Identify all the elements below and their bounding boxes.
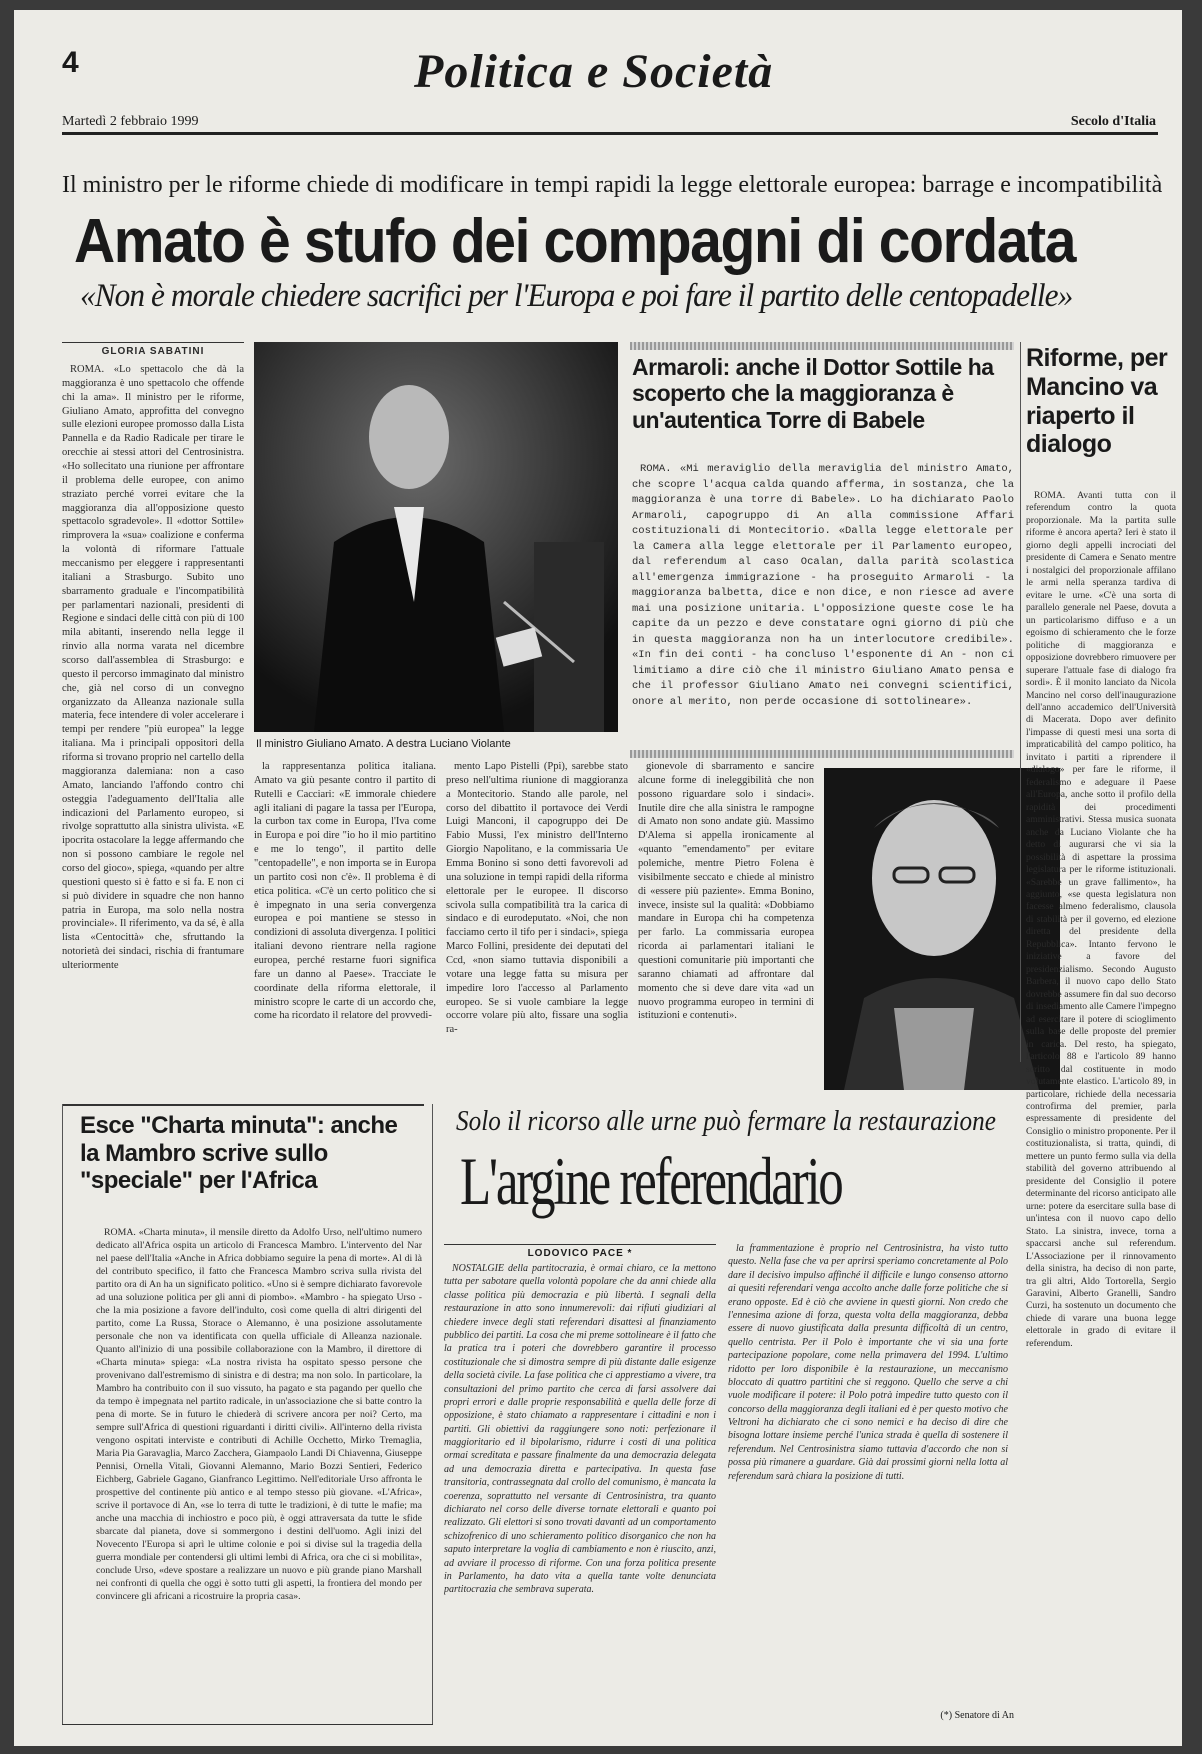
- amato-photo: [254, 342, 618, 732]
- header-rule: [62, 132, 1158, 135]
- armaroli-text: ROMA. «Mi meraviglio della meraviglia del ministro Amato, che scopre l'acqua calda quando afferma, in sostanza, che la maggioranza è una torre di Babele». Lo ha dichiarato Paolo Armaroli, capogruppo di An alla commissione Affari costituzionali di Montecitorio. «Dalla legge elettorale per la Camera alla legge elettorale per il Parlamento europeo, dal referendum al caso Ocalan, dalla parità scolastica all'emergenza immigrazione - ha proseguito Armaroli - la maggioranza balbetta, dice e non dice, e non riesce ad avere mai una posizione unitaria. L'opposizione queste cose le ha capite da un pezzo e deve constatare ogni giorno di più che in questa maggioranza non ha un interlocutore credibile». «In fin dei conti - ha concluso l'esponente di An - non ci limitiamo a dire ciò che il ministro Giuliano Amato pensa e che il professor Giuliano Amato nei convegni scientifici, onore al merito, non perde occasione di sottolineare».: [632, 463, 1014, 708]
- violante-photo-illustration: [824, 768, 1060, 1090]
- lead-column-1: [62, 342, 244, 1072]
- lead-column-4: [638, 760, 814, 1072]
- mambro-bottom-rule: [62, 1724, 433, 1725]
- mambro-title: Esce "Charta minuta": anche la Mambro scrive sullo "speciale" per l'Africa: [80, 1112, 398, 1195]
- referendum-text-2: la frammentazione è proprio nel Centrosinistra, ha visto tutto questo. Nella fase che va per aprirsi speriamo concretamente al Polo dare il decisivo impulso affinché il difficile e lungo consenso attorno ai quesiti referendari venga accolto anche dalle forze politiche che si erano opposte. Ed è ciò che avviene in questi giorni. Non credo che l'ennesima azione di forza, questa volta della maggioranza, debba essere di nuovo giustificata dalla presunta difficoltà di un centro, quello centrista. Per il Polo è importante che vi sia una forte partecipazione popolare, come nella primavera del 1994. L'ultimo ridotto per loro disponibile è la restaurazione, un meccanismo bloccato di quattro partitini che si reggono. Quello che serve a chi vuole modificare il potere: il Polo potrà impedire tutto questo con il concorso della maggioranza degli italiani ed è per questo motivo che Veltroni ha dichiarato che ci sono nemici e ha deciso di dire che bisogna lottare insieme perché l'unica strada è quella di sostenere il referendum. Nel Centrosinistra siamo tuttavia d'accordo che non si possa più rimanere a guardare. Già dai prossimi giorni nella lotta al referendum sarà chiara la posizione di tutti.: [728, 1243, 1008, 1482]
- lead-kicker: Il ministro per le riforme chiede di modificare in tempi rapidi la legge elettorale europea: barrage e incompatibilità: [62, 172, 1163, 198]
- armaroli-body: [632, 462, 1014, 720]
- referendum-byline: LODOVICO PACE *: [444, 1244, 716, 1259]
- referendum-title: L'argine referendario: [460, 1143, 842, 1219]
- mambro-top-rule: [62, 1104, 424, 1106]
- mancino-title: Riforme, per Mancino va riaperto il dialogo: [1026, 344, 1168, 459]
- lead-text-4: gionevole di sbarramento e sancire alcune forme di ineleggibilità che non possono riguardare solo i sindaci». Inutile dire che alla sinistra le rampogne di Amato non sono andate giù. Massimo D'Alema si appella ironicamente al «quanto "emendamento" per evitare polemiche, mentre Pietro Folena è visibilmente seccato e chiede al ministro di «essere più paziente». Emma Bonino, invece, insiste sul la qualità: «Dobbiamo mandare in Europa chi ha competenza per farlo. La commissaria europea ricorda ai parlamentari italiani le questioni comunitarie più importanti che saranno chiamati ad affrontare dal momento che si deve dare vita «ad un nuovo programma europeo in termini di istituzioni e contenuti».: [638, 761, 814, 1022]
- mambro-left-border: [62, 1104, 63, 1724]
- lead-column-2: [254, 760, 436, 1072]
- referendum-column-2: [728, 1242, 1008, 1704]
- issue-date: Martedì 2 febbraio 1999: [62, 114, 199, 129]
- lead-byline: GLORIA SABATINI: [62, 342, 244, 357]
- photo-caption: Il ministro Giuliano Amato. A destra Luciano Violante: [256, 738, 511, 750]
- mambro-text: ROMA. «Charta minuta», il mensile diretto da Adolfo Urso, nell'ultimo numero dedicato all'Africa ospita un articolo di Francesca Mambro. L'intervento del Nar nel paese dell'Italia «Anche in Africa dobbiamo seguire la pena di morte». Al di là del contributo specifico, il fatto che Francesca Mambro scriva sulla rivista del partito ora di An ha un significato politico. «Uno si è sempre dichiarato favorevole ad una soluzione politica per gli anni di piombo». «Mambro - ha spiegato Urso - che la mia posizione a favore dell'indulto, così come quella di altri dirigenti del partito, come La Russa, Storace o Alemanno, è una posizione assolutamente personale che non va identificata con quella ufficiale di Alleanza nazionale. Quanto all'inizio di una possibile collaborazione con la Mambro, il direttore di «Charta minuta» spiega: «La nostra rivista ha ospitato spesso persone che provenivano dall'estremismo di sinistra e di destra; ma non solo. In particolare, la Mambro ha contribuito con il suo vissuto, ha pagato e sta pagando per quello che da tempo è impegnata nel partito radicale, in un'associazione che si batte contro la pena di morte. Se in futuro le chiederà di scrivere ancora per noi? Certo, ma sempre sull'Africa di questioni riguardanti i diritti civili». All'interno della rivista vengono ospitati interviste e contributi di Achille Occhetto, Mirko Tremaglia, Maria Pia Garavaglia, Marco Zacchera, Giampaolo Landi Di Chiavenna, Giuseppe Pennisi, Ornella Vitali, Giovanni Alemanno, Mario Bozzi Sentieri, Federico Eichberg, Gabriele Gagano, Gianfranco Legittimo. Nell'editoriale Urso affronta le prospettive del continente più antico e al tempo stesso più giovane. «L'Africa», scrive il portavoce di An, «se lo terra di tutte le tradizioni, è di tutte le mafie; ma anche una macchia di inchiostro e poco più, è oggi attraversata da tutte le sfide sbarcate dal pianeta, dove si sommergono i destini dell'uomo. Agli inizi del Novecento l'Europa si aprì le ultime colonie e poi si divise sul la tragedia della guerra mondiale per contendersi gli ultimi lembi di Africa, ora che ci si mobilita», conclude Urso, «deve spostare a realizzare un nuovo e più grande piano Marshall nei confronti di quella che oggi è sotto tutti gli aspetti, la frontiera del mondo per convincere gli africani a ricostruire la propria casa».: [96, 1227, 422, 1603]
- violante-photo: [824, 768, 1060, 1090]
- mambro-body: [96, 1226, 422, 1712]
- newspaper-name: Secolo d'Italia: [1070, 114, 1156, 129]
- lead-text-2: la rappresentanza politica italiana. Amato va giù pesante contro il partito di Rutelli e Cacciari: «E immorale chiedere agli italiani di pagare la tassa per l'Europa, la curbon tax come in Europa, l'Iva come in Europa e poi dire "io ho il mio partitino e me lo tengo", il partito delle "centopadelle", e non importa se in Europa un partito così non c'è». Il problema è di etica politica. «C'è un certo politico che si è impegnato in una seria convergenza europea e poi mantiene se stesso in condizioni di assoluta divergenza. I politici italiani devono rientrare nella ragione europea, perché restarne fuori significa fare un danno al Paese». Tracciate le coordinate della riforma elettorale, il ministro scopre le carte di un accordo che, come ha ricordato il relatore del provvedi-: [254, 761, 436, 1022]
- referendum-column-1: [444, 1262, 716, 1728]
- mancino-text: ROMA. Avanti tutta con il referendum contro la quota proporzionale. Ma la partita sulle riforme è ancora aperta? Ieri è stato il giorno degli appelli incrociati del presidente di Camera e Senato mentre i nostalgici del proporzionale affilano le armi nella speranza tardiva di evitare le urne. «C'è una sorta di parallelo generale nel Paese, dovuta a un particolarismo diffuso e a un egoismo di schieramento che le forze politiche di maggioranza e opposizione dovrebbero rimuovere per superare l'attuale fase di dialogo fra sordi». È il monito lanciato da Nicola Mancino nel corso dell'inaugurazione dell'anno accademico dell'Università di Macerata. Dopo aver definito l'impasse di questi mesi una sorta di impraticabilità del campo politico, ha invitato i partiti a riprendere il «dialogo» per fare le riforme, il federalismo e adeguare il Paese all'Europa, anche sotto il profilo della rapidità dei procedimenti amministrativi. Stessa musica suonata anche da Luciano Violante che ha detto di augurarsi che vi sia la possibilità di aspettare la prossima legislatura per le riforme istituzionali. «Sarebbe un grave fallimento», ha aggiunto, «se questa legislatura non facesse almeno federalismo, clausola di stabilità per il governo, ed elezione diretta del presidente della Repubblica». Intanto fervono le iniziative a favore del presidenzialismo. Secondo Augusto Barbera, il nuovo capo dello Stato dovrebbe assumere fin dal suo decorso di insediamento alle Camere l'impegno ad esercitare il potere di scioglimento sulla base delle proposte del premier in carica. Del resto, ha spiegato, l'articolo 88 e l'articolo 89 hanno scritto dal costituente in modo volutamente elastico. L'articolo 89, in particolare, richiede della necessaria controfirma del premier, parla espressamente di presidente del Consiglio o ministro proponente. Per il costituzionalista, si tratta, quindi, di mettere un punto fermo sulla via della stabilità del governo attribuendo al presidente del Consiglio il potere determinante del ricorso anticipato alle urne: potere da esercitare sulla base di un'intesa con il nuovo capo dello Stato. La sinistra, invece, torna a spaccarsi anche sul referendum. L'Associazione per il rinnovamento della sinistra, ha deciso di non parte, tra gli altri, Aldo Tortorella, Sergio Garavini, Alberto Granelli, Sandro Curzi, ha sostenuto un documento che chiede di varare una buona legge elettorale in grado di evitare il referendum.: [1026, 490, 1176, 1349]
- mambro-right-border: [432, 1104, 433, 1724]
- referendum-kicker: Solo il ricorso alle urne può fermare la restaurazione: [456, 1106, 996, 1137]
- armaroli-bottom-bar: [630, 750, 1014, 758]
- lead-subhead: «Non è morale chiedere sacrifici per l'Europa e poi fare il partito delle centopadelle»: [80, 278, 1073, 314]
- mancino-body: [1026, 490, 1176, 1740]
- mancino-divider: [1020, 342, 1021, 1062]
- newspaper-page: [14, 10, 1182, 1746]
- lead-headline: Amato è stufo dei compagni di cordata: [74, 207, 1076, 276]
- referendum-text-1: NOSTALGIE della partitocrazia, è ormai chiaro, ce la mettono tutta per sabotare quella volontà popolare che da anni chiede alla classe politica più democrazia e più libertà. I segnali della restaurazione in atto sono innumerevoli: dai rifiuti giudiziari al chiedere invece degli stati referendari disattesi al finanziamento pubblico dei partiti. La cosa che mi preme sottolineare è il fatto che la pratica tra i poteri che dovrebbero garantire il processo costituzionale che si dimostra sempre di più distante dalle esigenze della società civile. La fase politica che ci apprestiamo a vivere, tra consultazioni del primo partito che cerca di farsi assolvere dai propri errori e dalle proprie responsabilità e quella delle forze di opposizione, è stato chiamato a rappresentare i cittadini e non i partiti. Gli obiettivi da raggiungere sono noti: perfezionare il maggioritario ed il bipolarismo, ridurre i costi di una politica ormai screditata e passare finalmente da una democrazia delegata ad una democrazia diretta e partecipativa. In questa fase transitoria, contrassegnata dal crollo del comunismo, è mancata la coerenza, soprattutto nel versante di Centrosinistra, tra quanto dichiarato nel corso delle diverse tornate elettorali e quanto poi realizzato. Gli elettori si sono trovati davanti ad un comportamento schizofrenico di uno schieramento politico disorganico che non ha saputo interpretare la voglia di cambiamento e non è riuscito, anzi, ad avviare il processo di riforme. Con una forza politica presente in Parlamento, ha dato vita a quella tante volte denunciata partitocrazia che sembrava superata.: [444, 1263, 716, 1596]
- referendum-signature: (*) Senatore di An: [940, 1710, 1014, 1721]
- section-title: Politica e Società: [414, 45, 774, 98]
- lead-text-1: ROMA. «Lo spettacolo che dà la maggioranza è uno spettacolo che offende chi la ama». Il ministro per le riforme, Giuliano Amato, approfitta del convegno sulle elezioni europee promosso dalla Lista Pannella e da Radio Radicale per tirare le orecchie ai stessi attori del Centrosinistra. «Ho sollecitato una riunione per affrontare il problema delle europee, con animo straziato perché vorrei evitare che la maggioranza dia all'opposizione questo spettacolo sgradevole». Il «dottor Sottile» rimprovera la «sua» coalizione e conferma la volontà di riformare l'attuale meccanismo per eleggere i rappresentanti italiani a Strasburgo. Subito uno sbarramento graduale e l'incompatibilità per parlamentari nazionali, presidenti di Regione e sindaci delle città con più di 100 mila abitanti, inserendo nella legge il rinvio alla norma varata nel dicembre scorso dall'assemblea di Strasburgo: e questo il percorso immaginato dal ministro che, già nel corso di un convegno organizzato da Alleanza nazionale sulla materia, fece intendere di voler accelerare i tempi per rendere "più europea" la legge italiana. Ma i principali oppositori della riforma si trovano proprio nel cartello della maggioranza dalemiana: non a caso Amato, lanciando l'affondo contro chi osteggia l'adeguamento dell'Italia alle indicazioni del Parlamento europeo, si rivolge soprattutto alla sinistra ulivista. «E ipocrita ostacolare la legge affermando che non si possono cambiare le regole nel corso del gioco», spiega, «quando per altre questioni questo si è fatto e si fa. E non ci si può dividere in squadre che non hanno patria in Europa, ma solo nella nostra provinciale». Il riferimento, va da sé, è alla lista «Centocittà» che, sfruttando la notorietà dei sindaci, rischia di frantumare ulteriormente: [62, 364, 244, 971]
- lead-text-3: mento Lapo Pistelli (Ppi), sarebbe stato preso nell'ultima riunione di maggioranza a Montecitorio. Stando alle parole, nel corso del dibattito il portavoce dei Verdi Luigi Manconi, il capogruppo dei De Fabio Mussi, l'ex ministro dell'Interno Giorgio Napolitano, e la commissaria Ue Emma Bonino si sono detti favorevoli ad una soluzione in tempi rapidi della riforma elettorale per le europee. Il discorso scivola sulla compatibilità tra la carica di sindaco e di eurodeputato. «Noi, che non facciamo certo il tifo per i sindaci», spiega Marco Follini, presidente dei deputati del Ccd, «non siamo tuttavia disponibili a votare una legge fatta su misura per impedire loro l'accesso al Parlamento europeo. Se si vuole cambiare la legge occorre volare più alto, fissare una soglia ra-: [446, 761, 628, 1036]
- lead-column-3: [446, 760, 628, 1072]
- armaroli-title: Armaroli: anche il Dottor Sottile ha scoperto che la maggioranza è un'autentica Torre di Babele: [632, 354, 994, 433]
- amato-photo-illustration: [254, 342, 618, 732]
- page-number: 4: [62, 46, 79, 79]
- armaroli-top-bar: [630, 342, 1014, 350]
